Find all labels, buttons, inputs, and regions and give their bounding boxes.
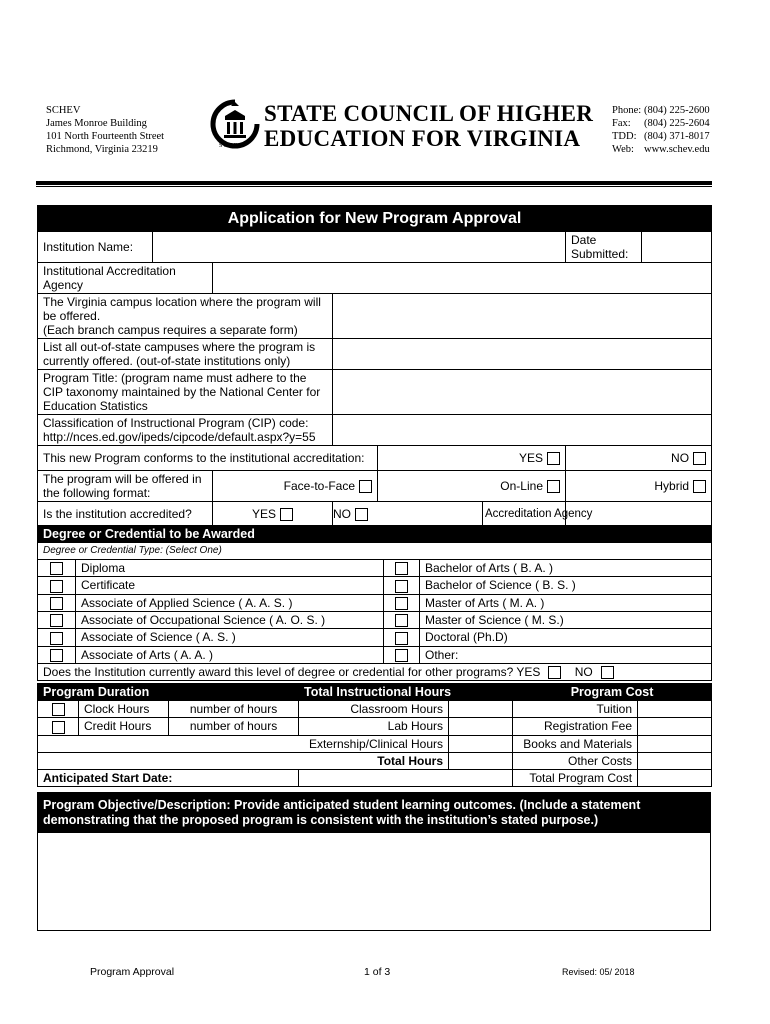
clock-hours-label: Clock Hours [79, 701, 169, 718]
accredited-label: Is the institution accredited? [38, 502, 213, 527]
institution-name-field[interactable] [153, 232, 566, 263]
org-name-line1: STATE COUNCIL OF HIGHER [264, 101, 594, 126]
revised-date: 05/ 2018 [599, 967, 635, 977]
instructional-hours-header: Total Instructional Hours [299, 684, 513, 701]
anticipated-start-label: Anticipated Start Date: [38, 769, 299, 786]
format-face-to-face[interactable] [213, 471, 378, 502]
conforms-no[interactable] [566, 446, 712, 471]
degree-checkbox-cell[interactable] [38, 646, 76, 663]
objective-table [37, 792, 711, 931]
conforms-label: This new Program conforms to the institutional accreditation: [38, 446, 378, 471]
contact-label: Web: [612, 144, 634, 155]
yes-checkbox[interactable] [547, 452, 560, 465]
yes-label: YES [251, 506, 276, 521]
degree-table [37, 525, 712, 681]
currently-award-no-checkbox[interactable] [601, 666, 614, 679]
address-line: 101 North Fourteenth Street [46, 131, 165, 142]
yes-label: YES [518, 450, 543, 465]
schev-address [46, 104, 164, 156]
yes-checkbox[interactable] [280, 508, 293, 521]
degree-option-aos: Associate of Occupational Science ( A. O. S. ) [76, 611, 384, 628]
other-costs-field[interactable] [638, 752, 712, 769]
degree-checkbox-cell[interactable] [38, 577, 76, 594]
campus-location-field[interactable] [333, 294, 712, 339]
classroom-hours-label: Classroom Hours [299, 701, 449, 718]
campus-location-label [38, 294, 333, 339]
total-hours-field[interactable] [449, 752, 513, 769]
degree-option-ms: Master of Science ( M. S.) [420, 611, 712, 628]
campus-location-text: The Virginia campus location where the program will be offered. [43, 295, 321, 323]
degree-checkbox-cell[interactable] [384, 646, 420, 663]
address-line: Richmond, Virginia 23219 [46, 144, 158, 155]
contact-info [612, 104, 710, 156]
clock-number-of-hours: number of hours [169, 701, 299, 718]
program-title-field[interactable] [333, 370, 712, 415]
books-materials-label: Books and Materials [513, 735, 638, 752]
contact-value: (804) 371-8017 [644, 131, 710, 142]
degree-checkbox-cell[interactable] [38, 629, 76, 646]
accredited-no[interactable] [333, 502, 483, 527]
total-program-cost-field[interactable] [638, 769, 712, 786]
contact-value: www.schev.edu [644, 144, 710, 155]
degree-checkbox-cell[interactable] [384, 594, 420, 611]
master-science-checkbox[interactable] [395, 614, 408, 627]
institution-name-label: Institution Name: [38, 232, 153, 263]
lab-hours-field[interactable] [449, 718, 513, 735]
aa-checkbox[interactable] [50, 649, 63, 662]
no-checkbox[interactable] [693, 452, 706, 465]
program-title-label: Program Title: (program name must adhere to the CIP taxonomy maintained by the National Center for Education Statistics [38, 370, 333, 415]
tuition-field[interactable] [638, 701, 712, 718]
contact-value: (804) 225-2604 [644, 118, 710, 129]
diploma-checkbox[interactable] [50, 562, 63, 575]
credit-hours-checkbox[interactable] [52, 721, 65, 734]
cip-code-label: Classification of Instructional Program (CIP) code: http://nces.ed.gov/ipeds/cipcode/default.aspx?y=55 [38, 415, 333, 446]
org-name-line2: EDUCATION FOR VIRGINIA [264, 126, 581, 151]
doctoral-checkbox[interactable] [395, 632, 408, 645]
degree-option-aa: Associate of Arts ( A. A. ) [76, 646, 384, 663]
other-checkbox[interactable] [395, 649, 408, 662]
degree-option-as: Associate of Science ( A. S. ) [76, 629, 384, 646]
degree-header: Degree or Credential to be Awarded [38, 526, 712, 543]
currently-award-question: Does the Institution currently award this level of degree or credential for other programs? YES [43, 664, 541, 679]
format-label: The program will be offered in the following format: [38, 471, 213, 502]
degree-option-aas: Associate of Applied Science ( A. A. S. ) [76, 594, 384, 611]
online-label: On-Line [500, 478, 543, 493]
schev-seal-logo [207, 96, 263, 156]
degree-checkbox-cell[interactable] [384, 611, 420, 628]
degree-option-phd: Doctoral (Ph.D) [420, 629, 712, 646]
contact-value: (804) 225-2600 [644, 105, 710, 116]
aas-checkbox[interactable] [50, 597, 63, 610]
cip-code-field[interactable] [333, 415, 712, 446]
lab-hours-label: Lab Hours [299, 718, 449, 735]
date-submitted-label: Date Submitted: [566, 232, 642, 263]
master-arts-checkbox[interactable] [395, 597, 408, 610]
accreditation-agency-field[interactable] [213, 263, 712, 294]
bachelor-arts-checkbox[interactable] [395, 562, 408, 575]
contact-label: TDD: [612, 131, 637, 142]
degree-option-ba: Bachelor of Arts ( B. A. ) [420, 560, 712, 577]
degree-checkbox-cell[interactable] [38, 560, 76, 577]
degree-option-diploma: Diploma [76, 560, 384, 577]
objective-field[interactable] [38, 833, 711, 931]
program-cost-header: Program Cost [513, 684, 712, 701]
address-line: SCHEV [46, 105, 81, 116]
no-checkbox[interactable] [355, 508, 368, 521]
date-submitted-field[interactable] [642, 232, 712, 263]
as-checkbox[interactable] [50, 632, 63, 645]
seal-text: SCHEV [219, 143, 244, 149]
format-online[interactable] [378, 471, 566, 502]
externship-hours-label: Externship/Clinical Hours [38, 735, 449, 752]
clock-hours-checkbox[interactable] [52, 703, 65, 716]
objective-header: Program Objective/Description: Provide anticipated student learning outcomes. (Include a statement demonstrating that the proposed program is consistent with the institution’s stated purpose.) [38, 793, 711, 833]
footer-form-name: Program Approval [90, 966, 175, 978]
contact-label: Phone: [612, 105, 642, 116]
address-line: James Monroe Building [46, 118, 147, 129]
out-of-state-field[interactable] [333, 339, 712, 370]
no-label: NO [671, 450, 690, 465]
degree-checkbox-cell[interactable] [38, 611, 76, 628]
other-costs-label: Other Costs [513, 752, 638, 769]
program-duration-header: Program Duration [38, 684, 299, 701]
credit-number-of-hours: number of hours [169, 718, 299, 735]
books-materials-field[interactable] [638, 735, 712, 752]
header-rule-thin [36, 186, 712, 187]
total-hours-label: Total Hours [38, 752, 449, 769]
currently-award-row [38, 663, 712, 680]
aos-checkbox[interactable] [50, 614, 63, 627]
footer-revised [562, 967, 635, 977]
revised-label: Revised: [562, 967, 598, 977]
no-label: NO [333, 506, 351, 521]
bachelor-science-checkbox[interactable] [395, 580, 408, 593]
clock-hours-checkbox-cell[interactable] [38, 701, 79, 718]
footer-page-number: 1 of 3 [364, 966, 391, 978]
registration-fee-field[interactable] [638, 718, 712, 735]
degree-checkbox-cell[interactable] [384, 577, 420, 594]
currently-award-yes-checkbox[interactable] [548, 666, 561, 679]
degree-checkbox-cell[interactable] [38, 594, 76, 611]
application-table [37, 205, 712, 527]
credit-hours-label: Credit Hours [79, 718, 169, 735]
accreditation-agency-label: Institutional Accreditation Agency [38, 263, 213, 294]
org-name [264, 101, 593, 151]
accreditation-agency-short-label: Accreditation Agency [483, 502, 566, 527]
conforms-yes[interactable] [378, 446, 566, 471]
contact-label: Fax: [612, 118, 631, 129]
registration-fee-label: Registration Fee [513, 718, 638, 735]
duration-table [37, 683, 712, 787]
degree-checkbox-cell[interactable] [384, 629, 420, 646]
degree-option-certificate: Certificate [76, 577, 384, 594]
degree-checkbox-cell[interactable] [384, 560, 420, 577]
total-program-cost-label: Total Program Cost [513, 769, 638, 786]
form-title: Application for New Program Approval [38, 206, 712, 232]
format-hybrid[interactable] [566, 471, 712, 502]
online-checkbox[interactable] [547, 480, 560, 493]
tuition-label: Tuition [513, 701, 638, 718]
degree-option-other: Other: [420, 646, 712, 663]
out-of-state-label: List all out-of-state campuses where the program is currently offered. (out-of-state institutions only) [38, 339, 333, 370]
header-rule [36, 181, 712, 185]
credit-hours-checkbox-cell[interactable] [38, 718, 79, 735]
accredited-yes[interactable] [213, 502, 333, 527]
classroom-hours-field[interactable] [449, 701, 513, 718]
currently-award-no-label: NO [574, 664, 593, 679]
campus-location-note: (Each branch campus requires a separate form) [43, 323, 298, 337]
degree-option-ma: Master of Arts ( M. A. ) [420, 594, 712, 611]
externship-hours-field[interactable] [449, 735, 513, 752]
hybrid-label: Hybrid [654, 478, 690, 493]
face-to-face-label: Face-to-Face [283, 478, 355, 493]
degree-type-label: Degree or Credential Type: (Select One) [38, 543, 712, 560]
certificate-checkbox[interactable] [50, 580, 63, 593]
hybrid-checkbox[interactable] [693, 480, 706, 493]
face-to-face-checkbox[interactable] [359, 480, 372, 493]
degree-option-bs: Bachelor of Science ( B. S. ) [420, 577, 712, 594]
anticipated-start-field[interactable] [299, 769, 513, 786]
